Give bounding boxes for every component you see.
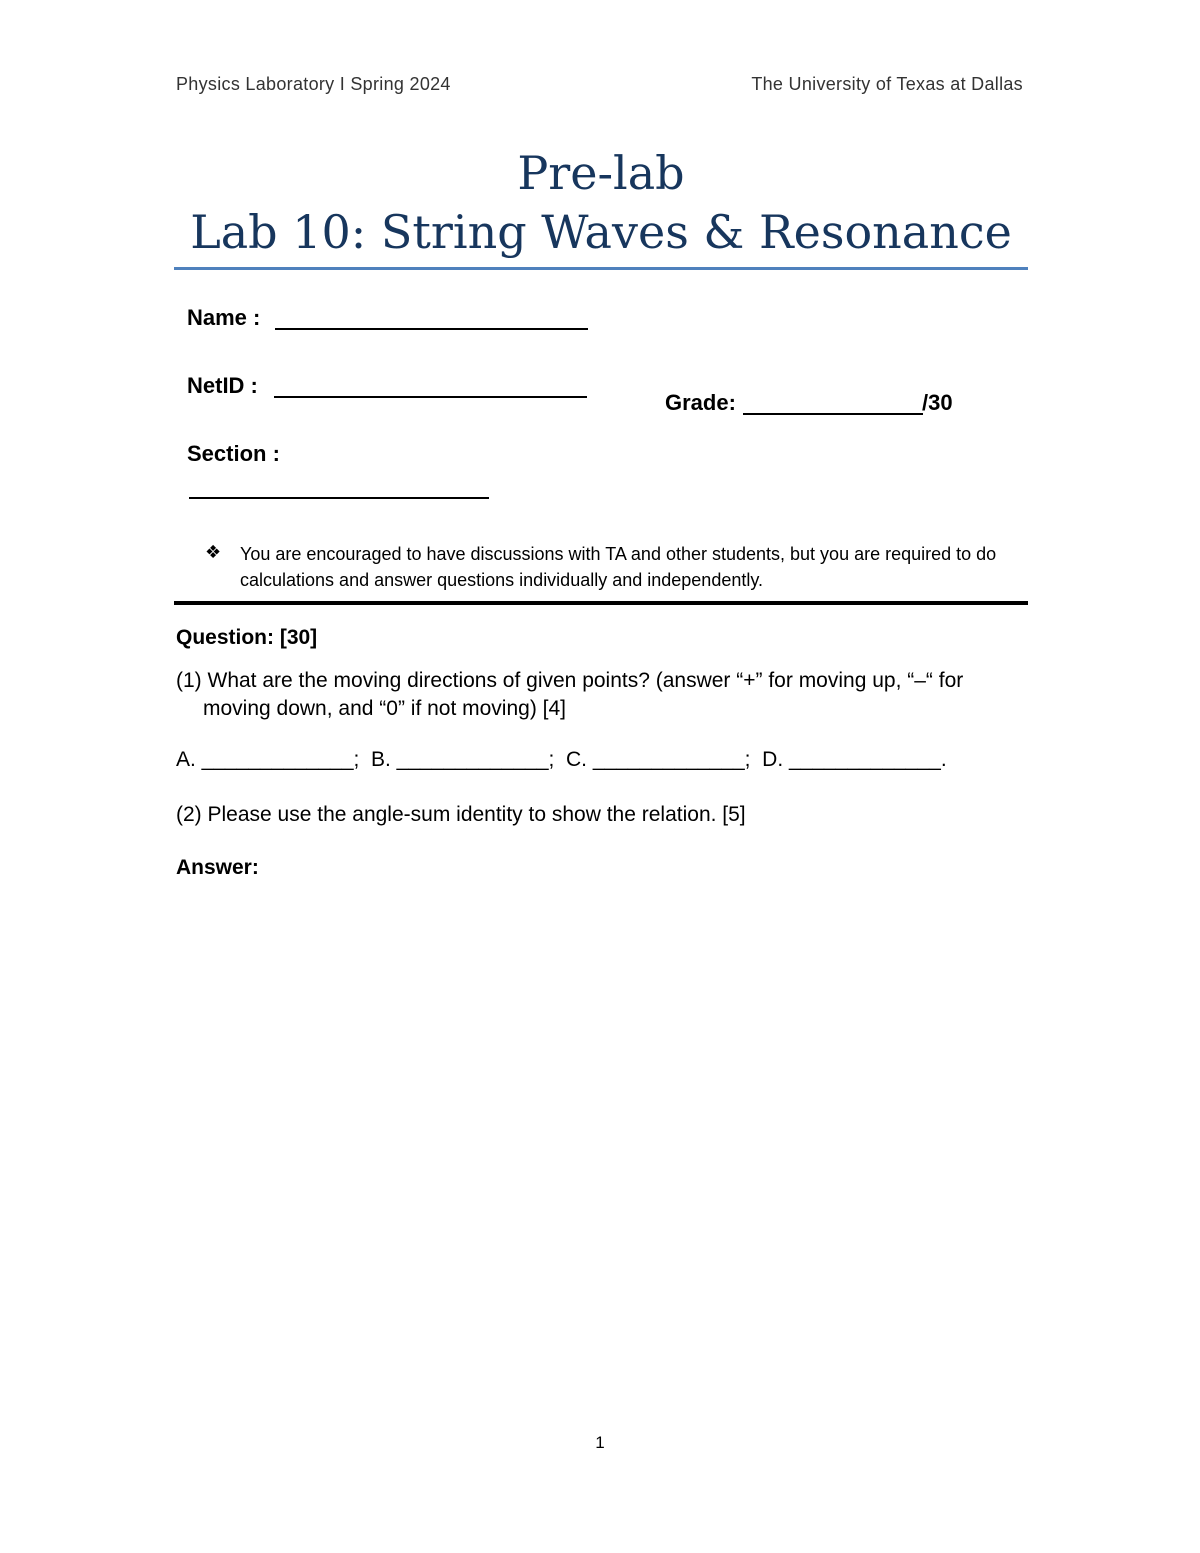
header-course: Physics Laboratory I Spring 2024 — [176, 74, 451, 94]
header-university: The University of Texas at Dallas — [751, 74, 1023, 94]
section-field[interactable] — [189, 497, 489, 499]
grade-field[interactable] — [743, 413, 923, 415]
title-divider — [174, 267, 1028, 270]
question-1: (1) What are the moving directions of given points? (answer “+” for moving up, “–“ for moving down, and “0” if not moving) [4] — [176, 669, 964, 720]
name-field[interactable] — [275, 328, 588, 330]
question-2: (2) Please use the angle-sum identity to show the relation. [5] — [176, 803, 746, 826]
page-title-prelab: Pre-lab — [517, 146, 685, 200]
page-title-lab: Lab 10: String Waves & Resonance — [190, 205, 1012, 259]
netid-field[interactable] — [274, 396, 587, 398]
section-divider — [174, 601, 1028, 605]
section-label: Section : — [187, 441, 280, 466]
question-heading: Question: [30] — [176, 626, 318, 649]
diamond-bullet-icon: ❖ — [205, 542, 222, 562]
question-1-answers: A. _____________; B. _____________; C. _____________; D. _____________. — [176, 748, 947, 771]
page-number: 1 — [595, 1433, 605, 1452]
grade-total: /30 — [922, 390, 953, 415]
answer-label: Answer: — [176, 856, 259, 879]
instruction-note: You are encouraged to have discussions with TA and other students, but you are required to do calculations and answer questions individually and independently. — [240, 544, 997, 590]
grade-label: Grade: — [665, 390, 736, 415]
name-label: Name : — [187, 305, 261, 330]
netid-label: NetID : — [187, 373, 258, 398]
